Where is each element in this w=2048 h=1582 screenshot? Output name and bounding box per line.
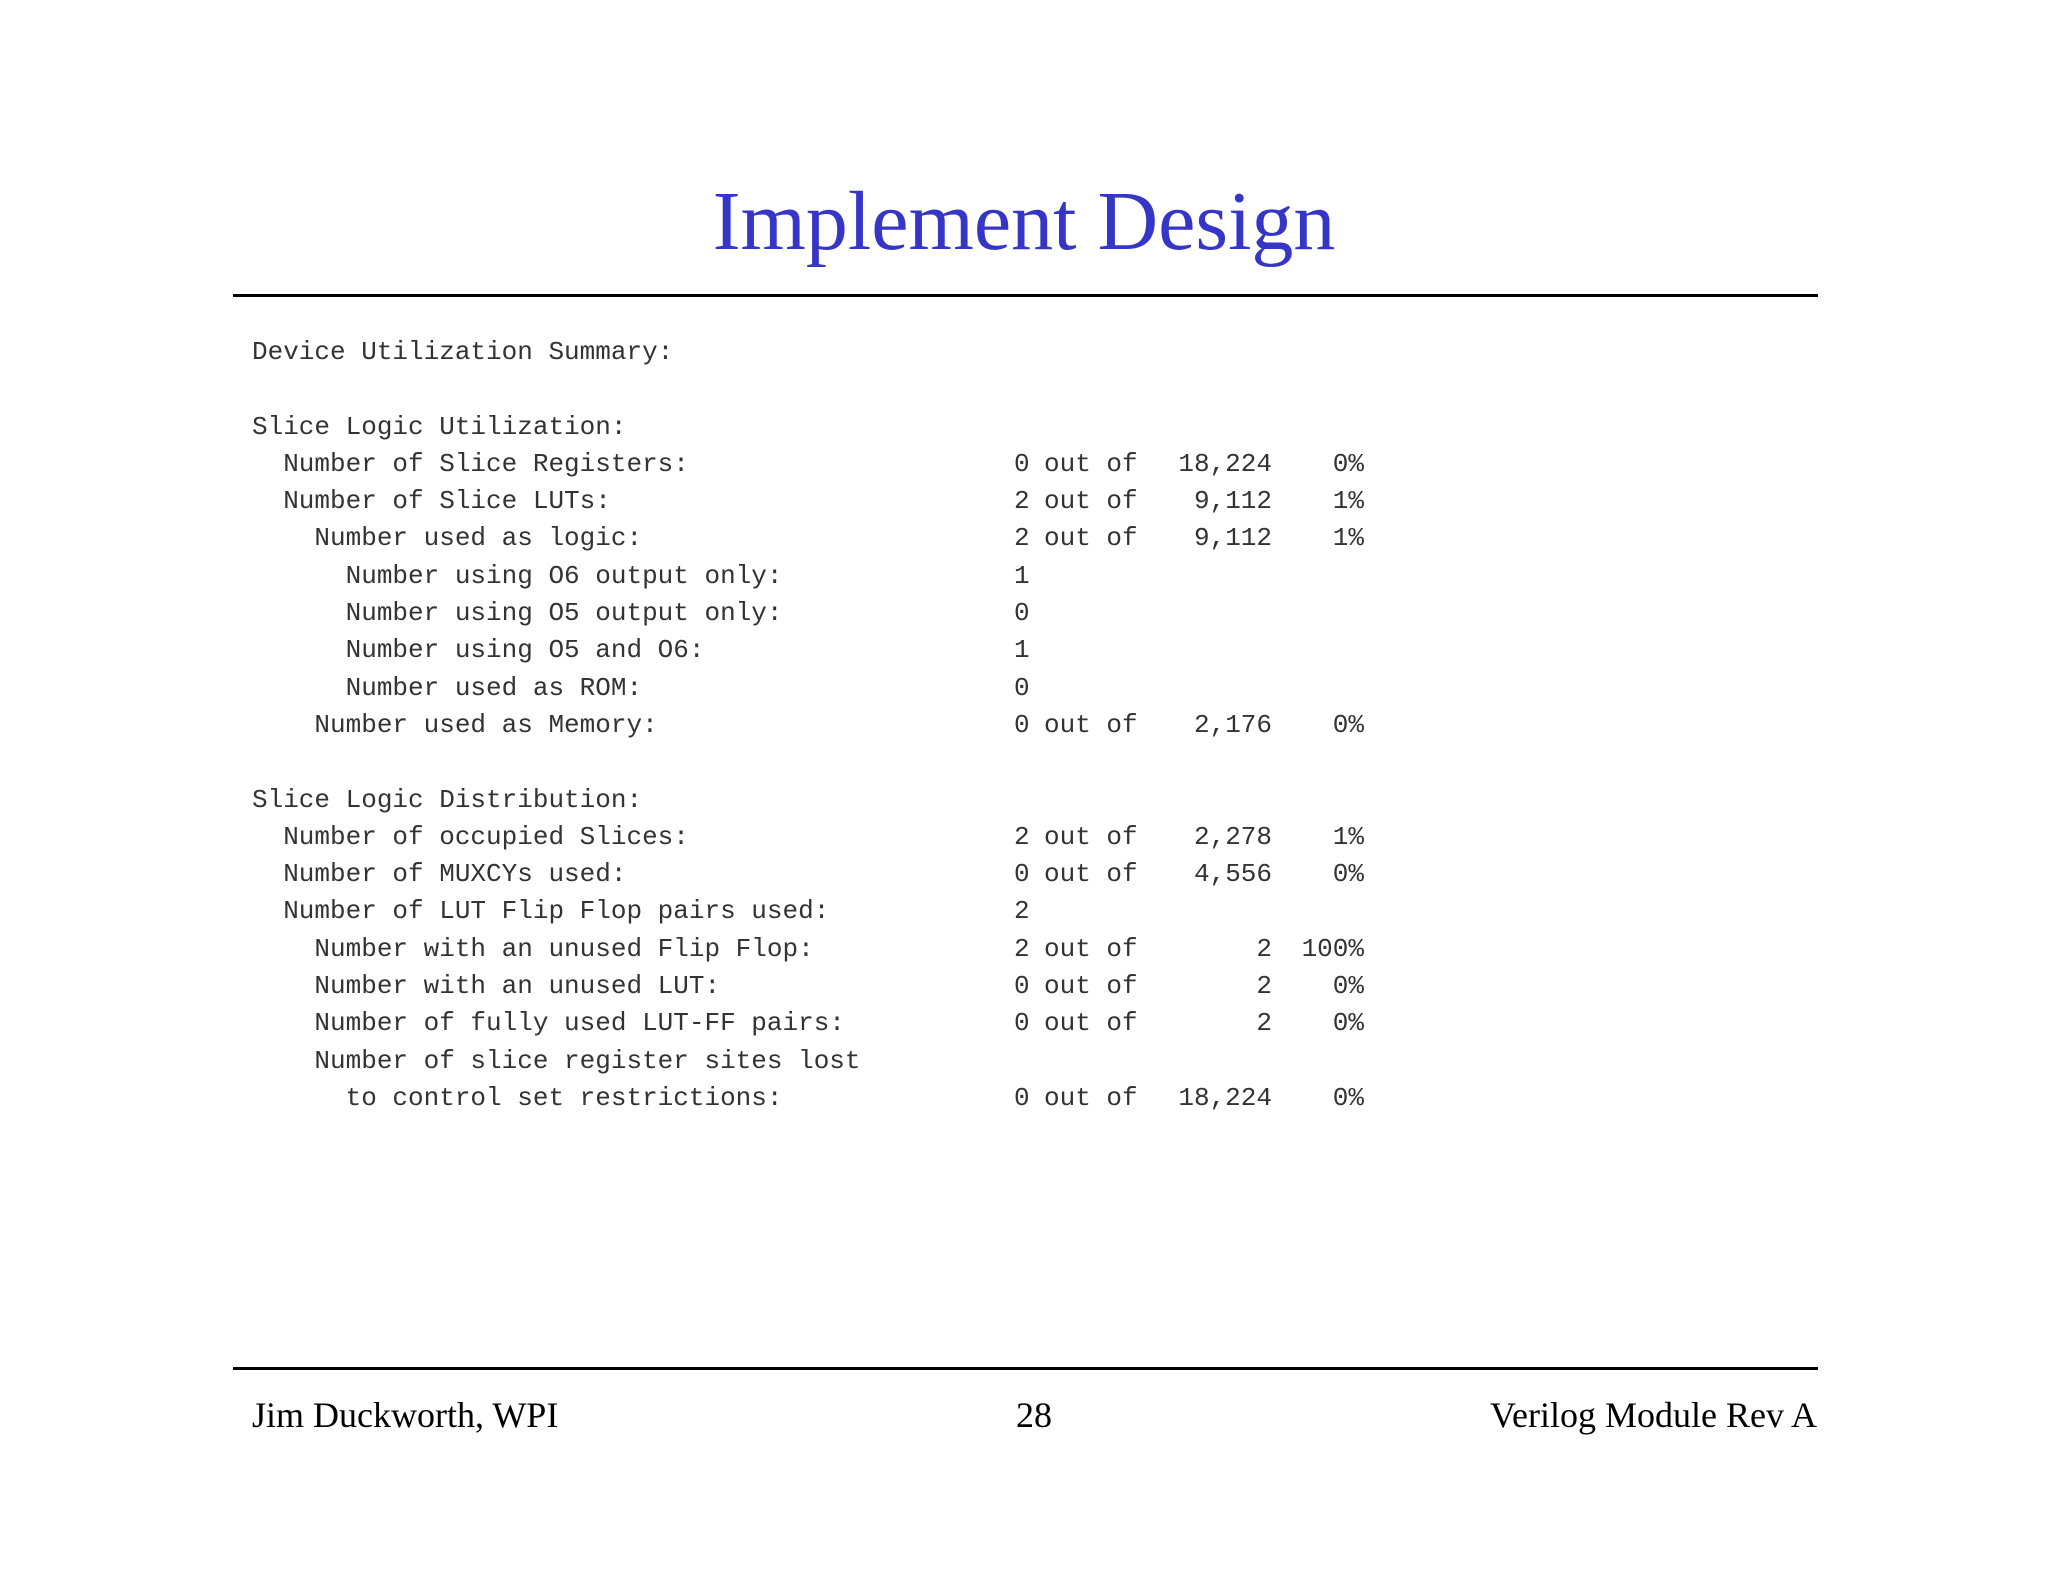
utilization-percent: 0% <box>1332 971 1364 1002</box>
used-count: 0 <box>1014 598 1030 629</box>
top-divider <box>233 294 1818 297</box>
report-line <box>252 1043 1752 1080</box>
report-line <box>252 707 1752 744</box>
out-of-text: out of <box>1044 859 1138 890</box>
total-count: 2,278 <box>1193 821 1272 852</box>
total-count: 2 <box>1256 971 1272 1002</box>
used-count: 2 <box>1014 486 1030 517</box>
report-line-label: Slice Logic Utilization: <box>252 411 627 442</box>
used-count: 2 <box>1014 821 1030 852</box>
used-count: 1 <box>1014 635 1030 666</box>
total-count: 4,556 <box>1193 859 1272 890</box>
out-of-text: out of <box>1044 1008 1138 1039</box>
report-line-label: Number used as Memory: <box>252 709 658 740</box>
report-line <box>252 483 1752 520</box>
report-line-values <box>1014 856 1364 893</box>
report-line-label: Number with an unused LUT: <box>252 971 721 1002</box>
report-line-label: Number used as logic: <box>252 523 643 554</box>
utilization-report <box>252 334 1752 1117</box>
report-line-values <box>1014 1005 1364 1042</box>
report-line-values <box>1014 707 1364 744</box>
used-count: 0 <box>1014 859 1030 890</box>
utilization-percent: 0% <box>1332 448 1364 479</box>
report-line <box>252 595 1752 632</box>
report-line <box>252 1080 1752 1117</box>
report-line <box>252 968 1752 1005</box>
utilization-percent: 0% <box>1332 1008 1364 1039</box>
report-line-label: Number used as ROM: <box>252 672 643 703</box>
report-line <box>252 744 1752 781</box>
report-line-values <box>1014 968 1364 1005</box>
report-line-values <box>1014 670 1364 707</box>
slide-title: Implement Design <box>712 175 1336 268</box>
report-line-label: Number of Slice Registers: <box>252 448 689 479</box>
report-line <box>252 371 1752 408</box>
report-line-label: Slice Logic Distribution: <box>252 784 643 815</box>
used-count: 0 <box>1014 1008 1030 1039</box>
report-line-label: to control set restrictions: <box>252 1082 783 1113</box>
utilization-percent: 0% <box>1332 859 1364 890</box>
report-lines <box>252 371 1752 1117</box>
report-line-label: Number of Slice LUTs: <box>252 486 611 517</box>
out-of-text: out of <box>1044 486 1138 517</box>
used-count: 2 <box>1014 523 1030 554</box>
utilization-percent: 100% <box>1301 933 1364 964</box>
total-count: 9,112 <box>1193 486 1272 517</box>
report-line <box>252 893 1752 930</box>
report-line <box>252 409 1752 446</box>
used-count: 0 <box>1014 448 1030 479</box>
total-count: 9,112 <box>1193 523 1272 554</box>
utilization-percent: 1% <box>1332 821 1364 852</box>
total-count: 2 <box>1256 933 1272 964</box>
report-line-label: Number of MUXCYs used: <box>252 859 627 890</box>
report-line-label: Number of fully used LUT-FF pairs: <box>252 1008 845 1039</box>
report-line-values <box>1014 1080 1364 1117</box>
used-count: 0 <box>1014 1082 1030 1113</box>
report-line <box>252 558 1752 595</box>
total-count: 18,224 <box>1178 1082 1272 1113</box>
report-line <box>252 1005 1752 1042</box>
utilization-percent: 1% <box>1332 486 1364 517</box>
out-of-text: out of <box>1044 933 1138 964</box>
report-line-values <box>1014 520 1364 557</box>
report-line <box>252 520 1752 557</box>
total-count: 2,176 <box>1193 709 1272 740</box>
out-of-text: out of <box>1044 1082 1138 1113</box>
report-line-label: Number of slice register sites lost <box>252 1045 861 1076</box>
report-line <box>252 782 1752 819</box>
out-of-text: out of <box>1044 709 1138 740</box>
report-heading: Device Utilization Summary: <box>252 337 674 367</box>
report-line-label: Number with an unused Flip Flop: <box>252 933 814 964</box>
report-line-values <box>1014 931 1364 968</box>
used-count: 1 <box>1014 560 1030 591</box>
report-line-label: Number using O6 output only: <box>252 560 783 591</box>
report-line-label: Number using O5 and O6: <box>252 635 705 666</box>
utilization-percent: 1% <box>1332 523 1364 554</box>
utilization-percent: 0% <box>1332 709 1364 740</box>
report-line-label: Number of LUT Flip Flop pairs used: <box>252 896 830 927</box>
report-line-values <box>1014 446 1364 483</box>
bottom-divider <box>233 1367 1818 1370</box>
report-line-values <box>1014 819 1364 856</box>
report-line <box>252 670 1752 707</box>
report-line-label: Number using O5 output only: <box>252 598 783 629</box>
used-count: 2 <box>1014 896 1030 927</box>
report-line-label: Number of occupied Slices: <box>252 821 689 852</box>
out-of-text: out of <box>1044 971 1138 1002</box>
out-of-text: out of <box>1044 523 1138 554</box>
used-count: 0 <box>1014 971 1030 1002</box>
report-line <box>252 819 1752 856</box>
utilization-percent: 0% <box>1332 1082 1364 1113</box>
report-line <box>252 931 1752 968</box>
footer-author: Jim Duckworth, WPI <box>252 1395 559 1435</box>
used-count: 2 <box>1014 933 1030 964</box>
total-count: 2 <box>1256 1008 1272 1039</box>
used-count: 0 <box>1014 709 1030 740</box>
footer-page-number: 28 <box>1016 1395 1052 1435</box>
report-line-values <box>1014 558 1364 595</box>
out-of-text: out of <box>1044 821 1138 852</box>
used-count: 0 <box>1014 672 1030 703</box>
report-line-values <box>1014 632 1364 669</box>
report-line-values <box>1014 893 1364 930</box>
report-line-values <box>1014 595 1364 632</box>
report-line-values <box>1014 483 1364 520</box>
total-count: 18,224 <box>1178 448 1272 479</box>
report-line <box>252 856 1752 893</box>
out-of-text: out of <box>1044 448 1138 479</box>
report-line <box>252 632 1752 669</box>
footer-module: Verilog Module Rev A <box>1490 1395 1817 1435</box>
report-line <box>252 446 1752 483</box>
